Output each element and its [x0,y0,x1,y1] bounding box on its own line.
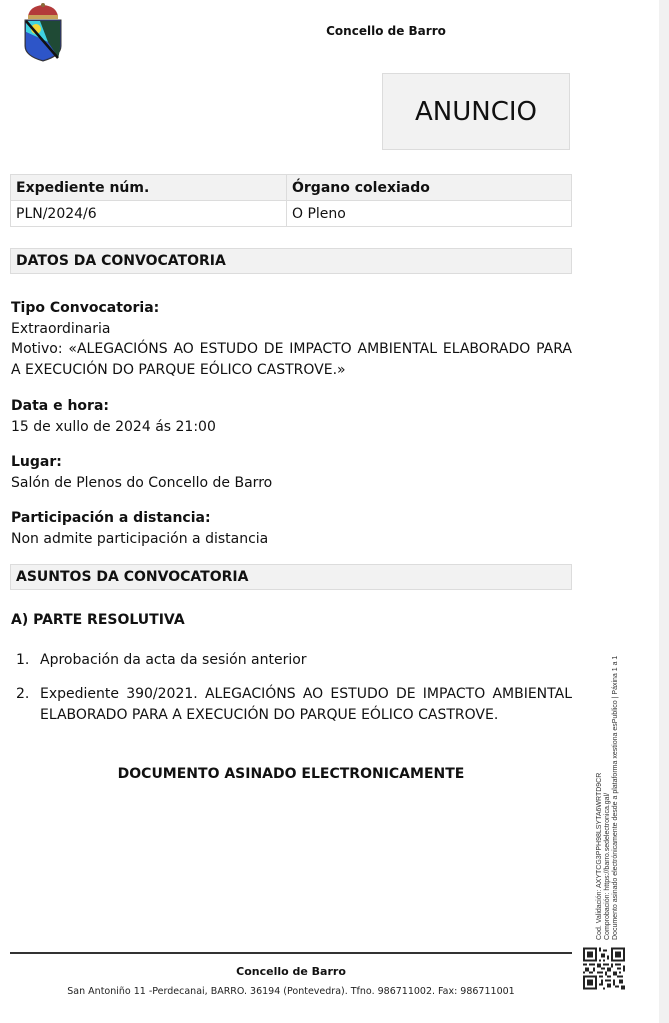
platform-note: Documento asinado electrónicamente desde a plataforma xestiona esPublico | Páxina 1 a 1 [612,655,619,940]
field-label: Data e hora: [11,398,109,414]
document-type-title: ANUNCIO [382,73,570,150]
validation-code: Cod. Validación: AXYTCG3PPH98LSYTA6WRTD9CR [596,772,603,940]
field-lugar [11,452,572,494]
field-value: Non admite participación a distancia [11,531,269,547]
field-value: 15 de xullo de 2024 ás 21:00 [11,419,216,435]
table-row [11,201,572,227]
column-header: Expediente núm. [11,175,287,201]
field-value: Salón de Plenos do Concello de Barro [11,475,273,491]
agenda-list [16,650,572,739]
section-heading-asuntos: ASUNTOS DA CONVOCATORIA [10,564,572,590]
signed-notice: DOCUMENTO ASINADO ELECTRONICAMENTE [117,766,465,782]
motivo-text: Motivo: «ALEGACIÓNS AO ESTUDO DE IMPACTO AMBIENTAL ELABORADO PARA A EXECUCIÓN DO PARQUE EÓLICO CASTROVE.» [11,341,572,378]
list-item [16,684,572,726]
organization-header: Concello de Barro [326,24,446,38]
table-cell: PLN/2024/6 [11,201,287,227]
item-number: 2. [16,686,30,702]
qr-code [583,947,625,990]
footer-divider [10,952,572,954]
field-data-hora [11,396,572,438]
list-item [16,650,572,671]
column-header: Órgano colexiado [287,175,572,201]
expediente-table [10,174,572,227]
field-participacion [11,508,572,550]
field-value: Extraordinaria [11,321,111,337]
field-label: Participación a distancia: [11,510,211,526]
scrollbar-track[interactable] [659,0,669,1023]
field-label: Lugar: [11,454,62,470]
section-heading-datos: DATOS DA CONVOCATORIA [10,248,572,274]
field-label: Tipo Convocatoria: [11,300,160,316]
table-cell: O Pleno [287,201,572,227]
verification-url[interactable]: Comprobación: https://barro.sedelectronica.gal/ [604,792,611,940]
footer-address: San Antoniño 11 -Perdecanai, BARRO. 36194 (Pontevedra). Tfno. 986711002. Fax: 986711001 [67,986,515,997]
item-text: Expediente 390/2021. ALEGACIÓNS AO ESTUDO DE IMPACTO AMBIENTAL ELABORADO PARA A EXECUCIÓN DO PARQUE EÓLICO CASTROVE. [40,686,572,723]
footer-organization: Concello de Barro [236,965,346,978]
table-header-row [11,175,572,201]
item-number: 1. [16,652,30,668]
field-tipo-convocatoria [11,298,572,381]
part-title: A) PARTE RESOLUTIVA [11,612,185,628]
item-text: Aprobación da acta da sesión anterior [40,652,307,668]
verification-text [596,640,620,940]
